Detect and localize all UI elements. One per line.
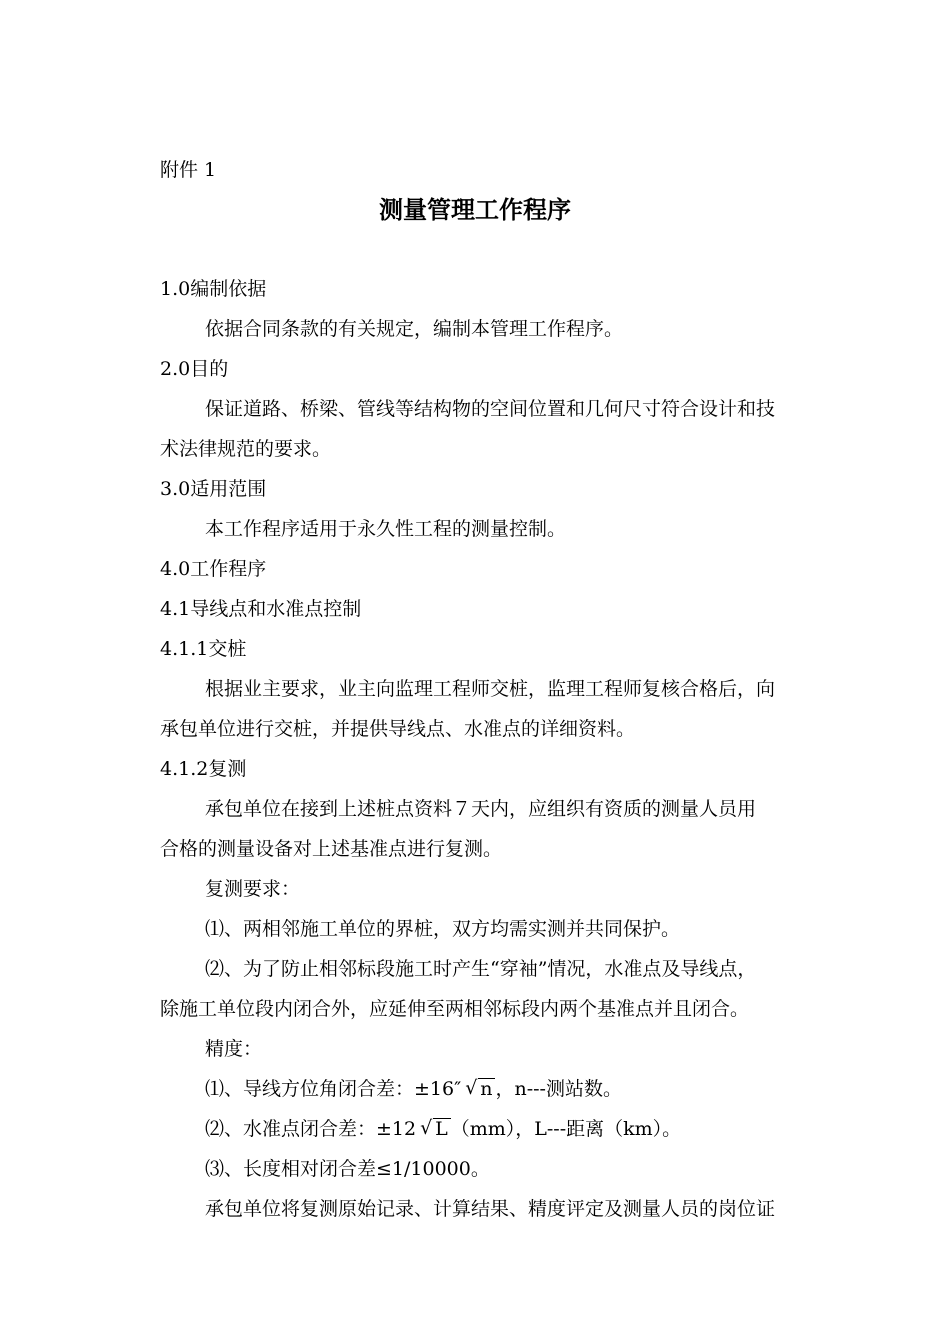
sqrt-n-radicand: n — [478, 1078, 495, 1099]
requirement-2-line-2: 除施工单位段内闭合外，应延伸至两相邻标段内两个基准点并且闭合。 — [160, 998, 750, 1020]
section-2-heading: 2.0目的 — [160, 358, 229, 380]
section-4-1-2-body-line-2: 合格的测量设备对上述基准点进行复测。 — [160, 838, 503, 860]
section-3-heading: 3.0适用范围 — [160, 478, 267, 500]
section-4-1-2-body-line-1: 承包单位在接到上述桩点资料７天内，应组织有资质的测量人员用 — [205, 798, 757, 820]
sqrt-n-formula — [465, 1077, 495, 1101]
final-paragraph-line-1: 承包单位将复测原始记录、计算结果、精度评定及测量人员的岗位证 — [205, 1198, 776, 1220]
section-4-1-1-heading: 4.1.1交桩 — [160, 638, 247, 660]
section-4-1-2-heading: 4.1.2复测 — [160, 758, 247, 780]
section-4-1-heading: 4.1导线点和水准点控制 — [160, 598, 362, 620]
requirement-2-line-1: ⑵、为了防止相邻标段施工时产生“穿袖”情况，水准点及导线点， — [205, 958, 757, 980]
precision-item-2-prefix: ⑵、水准点闭合差：±12 — [205, 1118, 417, 1140]
document-title: 测量管理工作程序 — [379, 196, 571, 224]
precision-item-1-prefix: ⑴、导线方位角闭合差：±16″ — [205, 1078, 462, 1100]
section-4-1-1-body-line-1: 根据业主要求，业主向监理工程师交桩，监理工程师复核合格后，向 — [205, 678, 776, 700]
requirement-1: ⑴、两相邻施工单位的界桩，双方均需实测并共同保护。 — [205, 918, 681, 940]
sqrt-icon: √ — [420, 1117, 433, 1139]
precision-item-1 — [205, 1077, 622, 1101]
precision-label: 精度： — [205, 1038, 263, 1060]
section-4-1-1-body-line-2: 承包单位进行交桩，并提供导线点、水准点的详细资料。 — [160, 718, 636, 740]
sqrt-icon: √ — [465, 1077, 478, 1099]
section-2-body-line-2: 术法律规范的要求。 — [160, 438, 332, 460]
sqrt-l-radicand: L — [433, 1118, 451, 1139]
section-3-body: 本工作程序适用于永久性工程的测量控制。 — [205, 518, 567, 540]
precision-item-1-suffix: ，n---测站数。 — [495, 1078, 622, 1100]
section-1-heading: 1.0编制依据 — [160, 278, 267, 300]
requirements-label: 复测要求： — [205, 878, 301, 900]
sqrt-l-formula — [420, 1117, 451, 1141]
precision-item-2-suffix: （mm），L---距离（km）。 — [450, 1118, 682, 1140]
precision-item-3: ⑶、长度相对闭合差≤1/10000。 — [205, 1158, 490, 1180]
attachment-label: 附件 1 — [160, 159, 217, 181]
section-4-heading: 4.0工作程序 — [160, 558, 267, 580]
precision-item-2 — [205, 1117, 681, 1141]
section-1-body: 依据合同条款的有关规定，编制本管理工作程序。 — [205, 318, 624, 340]
section-2-body-line-1: 保证道路、桥梁、管线等结构物的空间位置和几何尺寸符合设计和技 — [205, 398, 776, 420]
